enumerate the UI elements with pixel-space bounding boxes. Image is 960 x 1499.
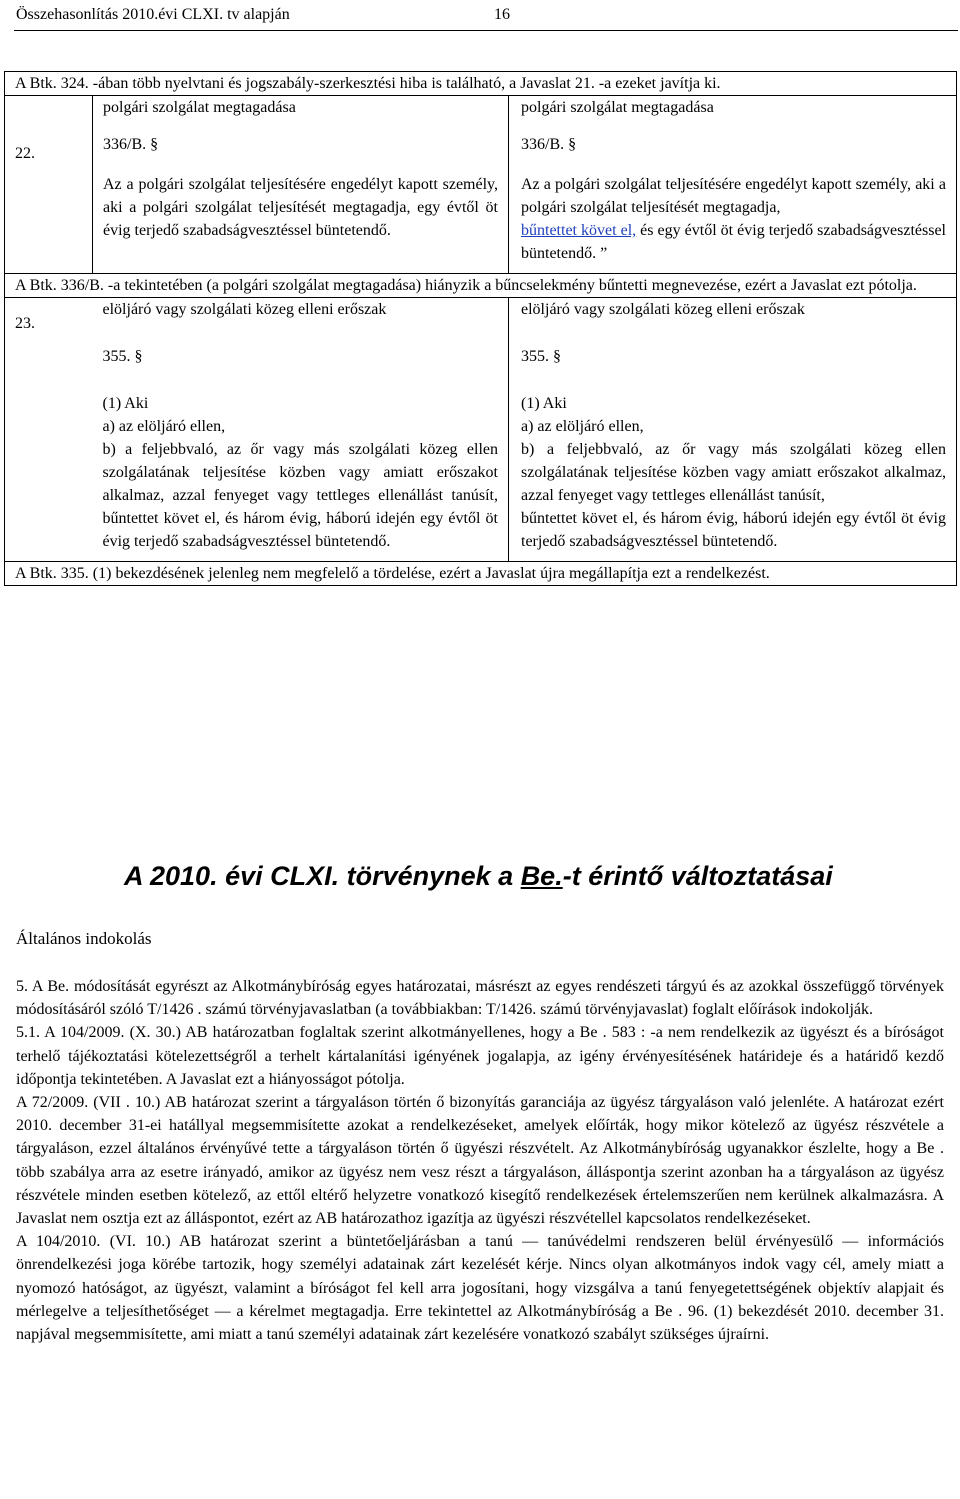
note-22: A Btk. 336/B. -a tekintetében (a polgári szolgálat megtagadása) hiányzik a bűncselekmény bűntetti megnevezése, ezért a Javaslat ezt pótolja. xyxy=(5,274,957,298)
old-section-23: 355. § xyxy=(102,348,143,365)
old-para-2: a) az elöljáró ellen, xyxy=(102,418,226,435)
new-heading-23: elöljáró vagy szolgálati közeg elleni erőszak xyxy=(521,301,805,318)
header-rule xyxy=(14,30,958,31)
old-para-3: b) a feljebbvaló, az őr vagy más szolgálati közeg ellen szolgálatának teljesítése közben vagy amiatt erőszakot alkalmaz, azzal fenyeget vagy tettleges ellenállást tanúsít, bűntettet követ el, és három évig, háború idején egy évtől öt évig terjedő szabadságvesztéssel büntetendő. xyxy=(102,441,498,550)
page-number: 16 xyxy=(494,6,510,23)
new-para-2: a) az elöljáró ellen, xyxy=(521,418,644,435)
paragraph-104-2010: A 104/2010. (VI. 10.) AB határozat szerint a büntetőeljárásban a tanú — tanúvédelmi rendszeren belül érvényesülő — információs önrendelkezési joga körébe tartozik, hogy személyi adatainak zárt kezelését kérje. Nincs olyan alkotmányos indok vagy cél, amely miatt a nyomozó hatóságot, az ügyészt, valamint a bíróságot fel kell arra jogosítani, hogy vizsgálva a tanú fenyegetettségének objektív alapjait és mérlegelve a teljesíthetőséget — a kérelmet megtagadja. Erre tekintettel az Alkotmánybíróság a Be . 96. (1) bekezdését 2010. december 31. napjával megsemmisítette, ami miatt a tanú személyi adatainak zárt kezelésére vonatkozó szabályt szükséges újraírni. xyxy=(16,1233,944,1344)
paragraph-72-2009: A 72/2009. (VII . 10.) AB határozat szerint a tárgyaláson történ ő bizonyítás garanciája az ügyész tárgyaláson való jelenléte. A határozat ezért 2010. december 31-ei hatállyal megsemmisítette azokat a rendelkezéseket, amelyek előírták, hogy mikor kötelező az ügyész részvétele a tárgyaláson, ezzel általános érvényűvé tette a tárgyaláson történ ő ügyészi részvételt. Az Alkotmánybíróság ugyanakkor észlelte, hogy a Be . több szabálya arra az esetre irányadó, amikor az ügyész nem vesz részt a tárgyaláson, álláspontja szerint azonban ha a tárgyaláson az ügyész részvétele minden esetben kötelező, az ettől eltérő helyzetre vonatkozó kisegítő rendelkezések értelemszerűen nem kerülnek alkalmazásra. A Javaslat nem osztja ezt az álláspontot, ezért az AB határozathoz igazítja az ügyészi részvétellel kapcsolatos rendelkezéseket. xyxy=(16,1094,944,1228)
table-row-note-23 xyxy=(5,562,957,586)
old-heading: polgári szolgálat megtagadása xyxy=(103,99,296,116)
new-para-4: bűntettet követ el, és három évig, háború idején egy évtől öt évig terjedő szabadságvesztéssel büntetendő. xyxy=(521,510,946,550)
old-text-cell-23 xyxy=(93,298,509,562)
intro-note: A Btk. 324. -ában több nyelvtani és jogszabály-szerkesztési hiba is található, a Javaslat 21. -a ezeket javítja ki. xyxy=(5,72,957,96)
old-heading-23: elöljáró vagy szolgálati közeg elleni erőszak xyxy=(102,301,387,318)
new-text-cell-23 xyxy=(509,298,957,562)
section-title: A 2010. évi CLXI. törvénynek a Be.-t érintő változtatásai xyxy=(124,861,833,891)
new-para-1: (1) Aki xyxy=(521,395,567,412)
table-row-23 xyxy=(5,298,957,562)
old-text-cell-22 xyxy=(93,96,509,274)
table-row-note-22 xyxy=(5,274,957,298)
note-23: A Btk. 335. (1) bekezdésének jelenleg nem megfelelő a tördelése, ezért a Javaslat újra megállapítja ezt a rendelkezést. xyxy=(5,562,957,586)
old-body: Az a polgári szolgálat teljesítésére engedélyt kapott személy, aki a polgári szolgálat teljesítését megtagadja, egy évtől öt évig terjedő szabadságvesztéssel büntetendő. xyxy=(103,176,498,239)
old-section: 336/B. § xyxy=(103,136,159,153)
page-header xyxy=(16,5,516,25)
new-text-cell-22 xyxy=(509,96,957,274)
new-para-3: b) a feljebbvaló, az őr vagy más szolgálati közeg ellen szolgálatának teljesítése közben vagy amiatt erőszakot alkalmaz, azzal fenyeget vagy tettleges ellenállást tanúsít, xyxy=(521,441,946,504)
body-text xyxy=(16,975,944,1346)
table-row-22 xyxy=(5,96,957,274)
new-body: Az a polgári szolgálat teljesítésére engedélyt kapott személy, aki a polgári szolgálat teljesítését megtagadja, bűntettet követ el, és egy évtől öt évig terjedő szabadságvesztéssel büntetendő. ” xyxy=(521,176,947,262)
paragraph-5: 5. A Be. módosítását egyrészt az Alkotmánybíróság egyes határozatai, másrészt az egyes rendészeti tárgyú és az azokkal összefüggő törvények módosításáról szóló T/1426 . számú törvényjavaslatban (a továbbiakban: T/1426. számú törvényjavaslat) foglalt előírások indokolják. xyxy=(16,978,945,1019)
new-section: 336/B. § xyxy=(521,136,577,153)
comparison-table xyxy=(4,71,957,586)
new-section-23: 355. § xyxy=(521,348,561,365)
general-justification-label: Általános indokolás xyxy=(16,929,152,948)
row-number-22: 22. xyxy=(5,96,93,274)
row-number-23: 23. xyxy=(5,298,93,562)
old-para-1: (1) Aki xyxy=(102,395,149,412)
new-heading: polgári szolgálat megtagadása xyxy=(521,99,714,116)
highlighted-change: bűntettet követ el, xyxy=(521,222,637,239)
table-row-intro xyxy=(5,72,957,96)
header-title: Összehasonlítás 2010.évi CLXI. tv alapján xyxy=(16,6,290,23)
paragraph-5-1: 5.1. A 104/2009. (X. 30.) AB határozatban foglaltak szerint alkotmányellenes, hogy a Be . 583 : -a nem rendelkezik az ügyészt és a bíróságot terhelő tájékoztatási kötelezettségről a terhelt kártalanítási igényének jogalapja, az igény érvényesítésének határideje és a határidő kezdő időpontja tekintetében. A Javaslat ezt a hiányosságot pótolja. xyxy=(16,1024,944,1088)
